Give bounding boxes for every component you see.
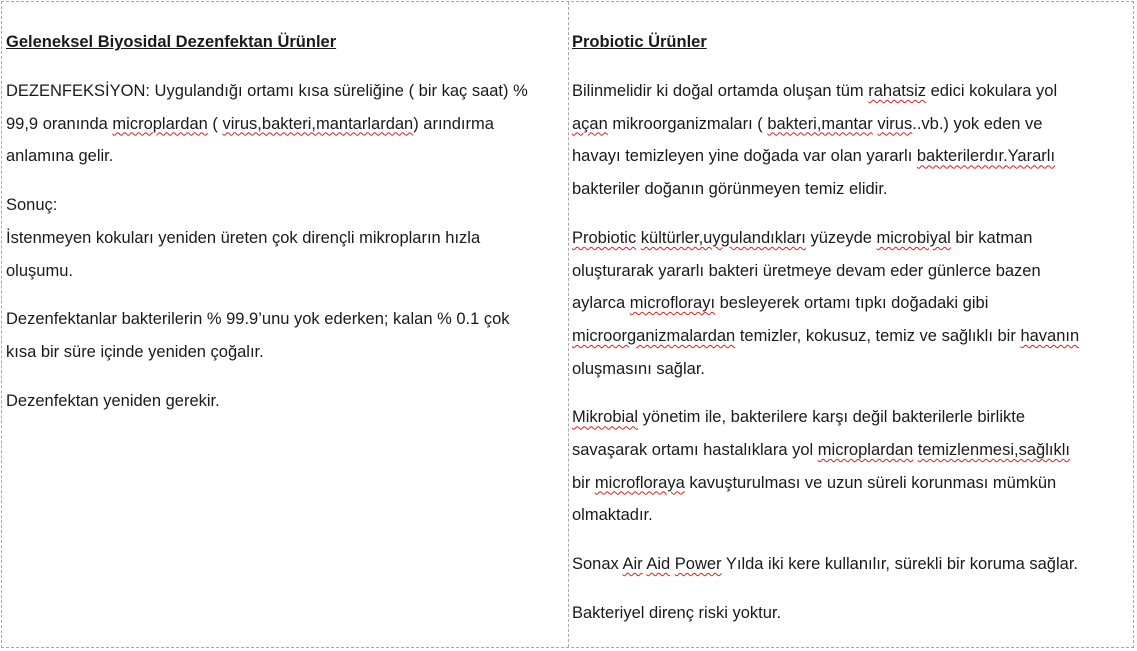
- disinfection-paragraph: [6, 75, 568, 173]
- text-line: Dezenfektan yeniden gerekir.: [6, 391, 220, 410]
- text-line: Probiotic kültürler,uygulandıkları yüzeyde microbiyal bir katman: [572, 228, 1033, 247]
- text-line: havayı temizleyen yine doğada var olan yararlı bakterilerdır.Yararlı: [572, 147, 1056, 166]
- right-column-probiotic: [569, 2, 1133, 647]
- disinfectant-paragraph: [6, 303, 568, 368]
- right-heading: Probiotic Ürünler: [572, 33, 707, 51]
- left-heading: Geleneksel Biyosidal Dezenfektan Ürünler: [6, 33, 337, 51]
- comparison-table: [1, 1, 1134, 648]
- text-line: oluşumu.: [6, 261, 73, 280]
- text-line: İstenmeyen kokuları yeniden üreten çok dirençli mikropların hızla: [6, 228, 481, 247]
- text-line: Sonuç:: [6, 196, 58, 215]
- text-line: savaşarak ortamı hastalıklara yol microplardan temizlenmesi,sağlıklı: [572, 441, 1070, 460]
- text-line: Bakteriyel direnç riski yoktur.: [572, 603, 782, 622]
- resistance-paragraph: [572, 597, 1133, 630]
- text-line: bakteriler doğanın görünmeyen temiz elidir.: [572, 180, 888, 199]
- text-line: oluşturarak yararlı bakteri üretmeye devam eder günlerce bazen: [572, 261, 1041, 280]
- text-line: Dezenfektanlar bakterilerin % 99.9’unu yok ederken; kalan % 0.1 çok: [6, 310, 510, 329]
- cultures-paragraph: [572, 222, 1133, 386]
- text-line: kısa bir süre içinde yeniden çoğalır.: [6, 342, 264, 361]
- text-line: Mikrobial yönetim ile, bakterilere karşı değil bakterilerle birlikte: [572, 408, 1026, 427]
- text-line: microorganizmalardan temizler, kokusuz, temiz ve sağlıklı bir havanın: [572, 326, 1080, 345]
- text-line: Sonax Air Aid Power Yılda iki kere kullanılır, sürekli bir koruma sağlar.: [572, 555, 1078, 574]
- usage-paragraph: [572, 548, 1133, 581]
- text-line: DEZENFEKSİYON: Uygulandığı ortamı kısa süreliğine ( bir kaç saat) %: [6, 82, 528, 100]
- result-paragraph: [6, 189, 568, 287]
- text-line: Bilinmelidir ki doğal ortamda oluşan tüm rahatsiz edici kokulara yol: [572, 82, 1058, 100]
- text-line: oluşmasını sağlar.: [572, 359, 705, 378]
- repeat-paragraph: [6, 385, 568, 418]
- text-line: olmaktadır.: [572, 506, 653, 525]
- intro-paragraph: [572, 75, 1133, 206]
- management-paragraph: [572, 401, 1133, 532]
- left-column-traditional: [2, 2, 569, 647]
- text-line: aylarca microflorayı besleyerek ortamı tıpkı doğadaki gibi: [572, 294, 989, 313]
- text-line: açan mikroorganizmaları ( bakteri,mantar virus..vb.) yok eden ve: [572, 114, 1043, 133]
- text-line: bir microfloraya kavuşturulması ve uzun süreli korunması mümkün: [572, 473, 1057, 492]
- text-line: 99,9 oranında microplardan ( virus,bakteri,mantarlardan) arındırma: [6, 114, 494, 133]
- text-line: anlamına gelir.: [6, 147, 114, 166]
